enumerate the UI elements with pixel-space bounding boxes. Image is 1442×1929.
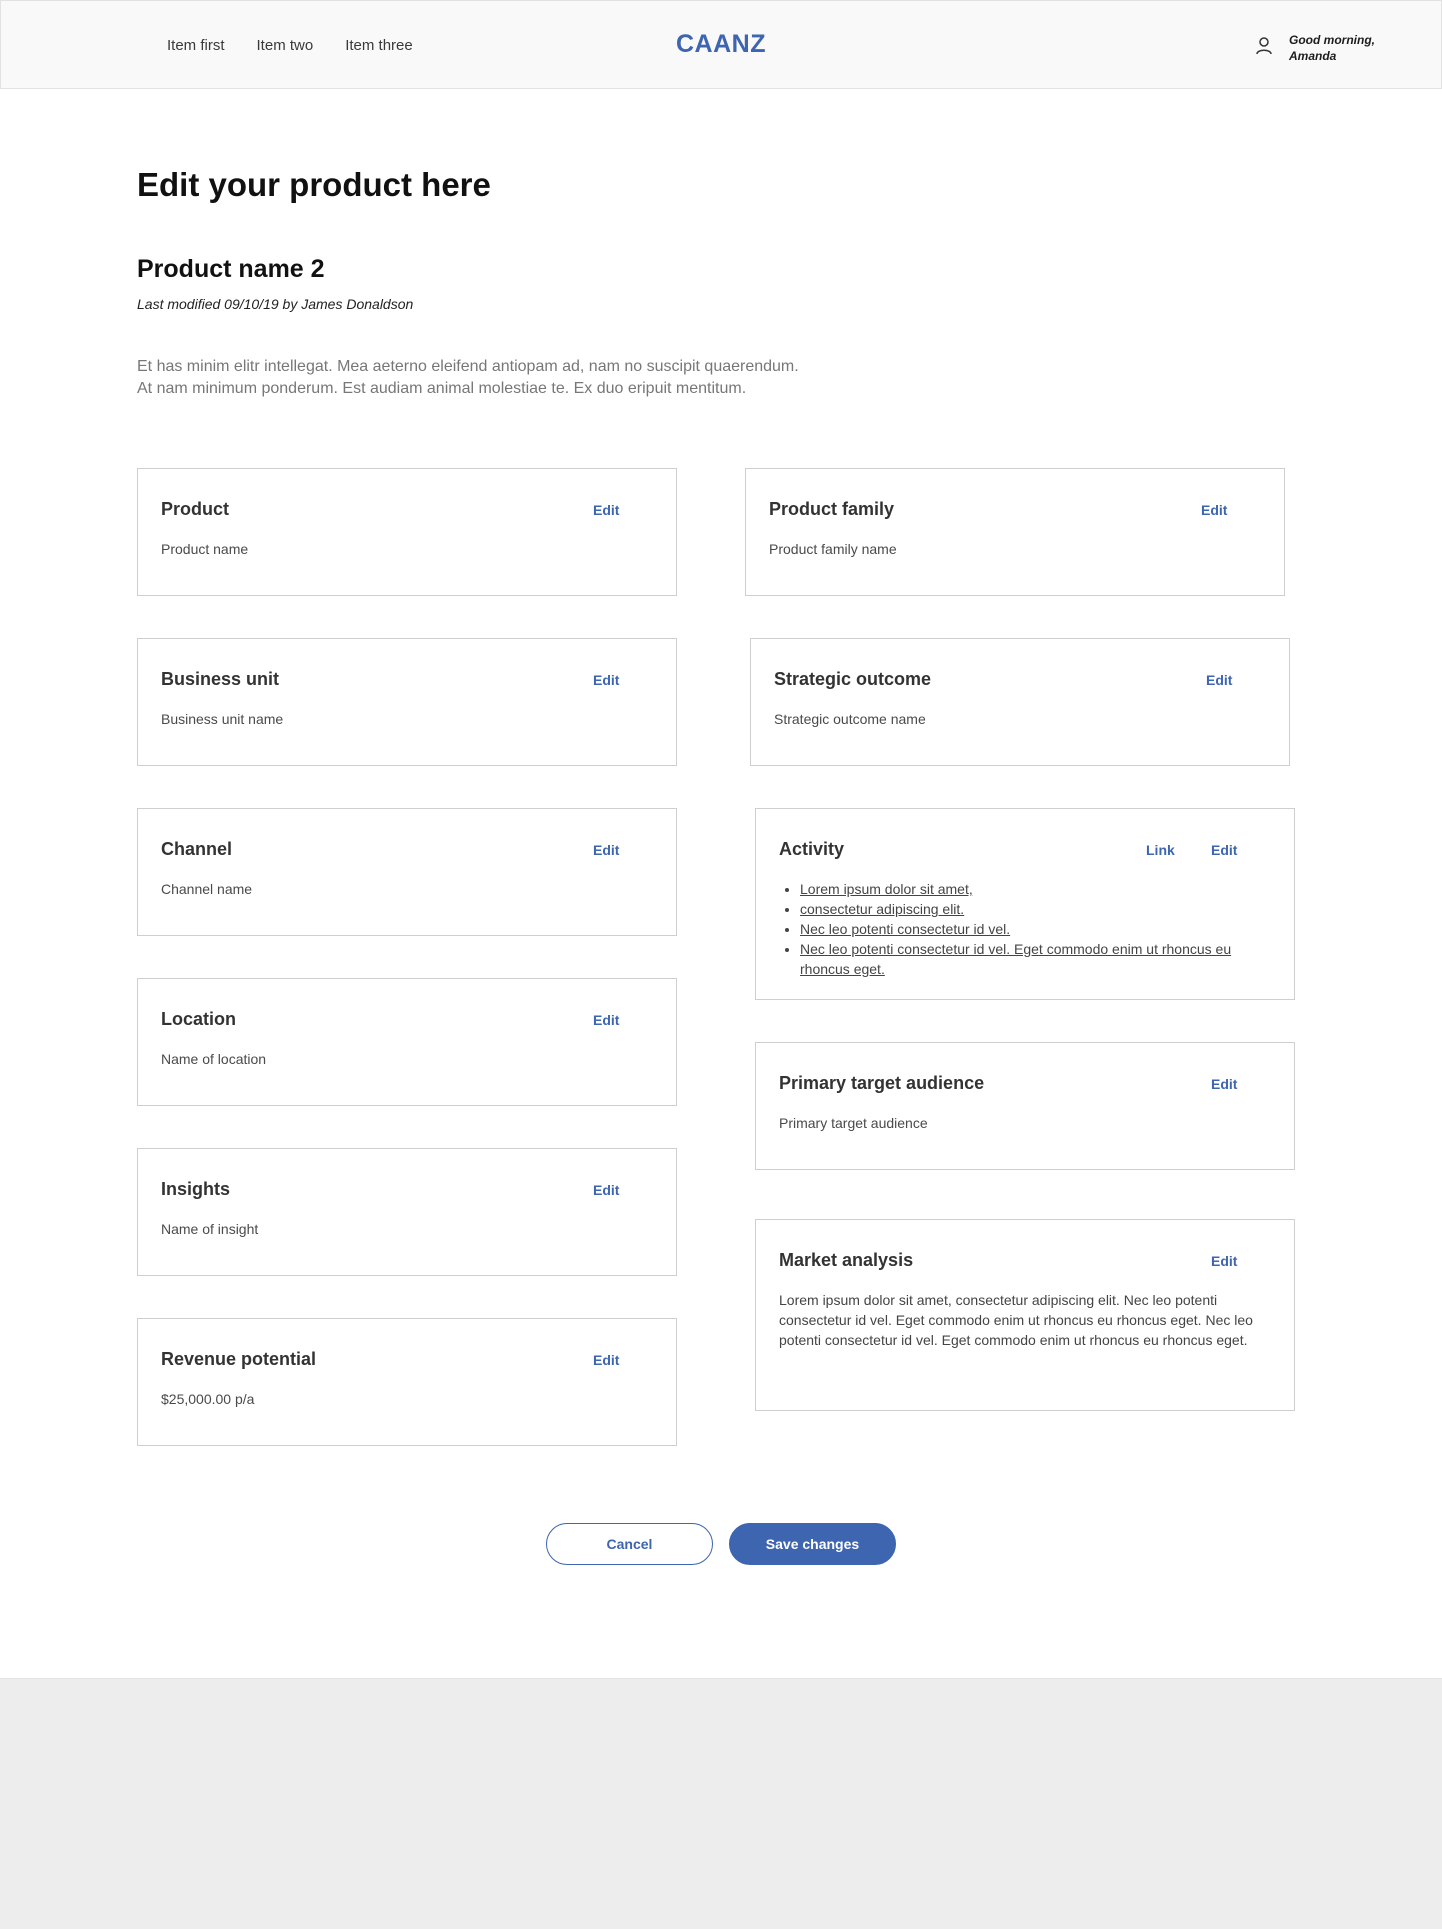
edit-channel-button[interactable]: Edit (593, 842, 620, 858)
card-value: $25,000.00 p/a (161, 1391, 255, 1407)
market-analysis-text: Lorem ipsum dolor sit amet, consectetur adipiscing elit. Nec leo potenti consectetur id vel. Eget commodo enim ut rhoncus eu rhoncus eget. Nec leo potenti consectetur id vel. Eget commodo enim ut rhoncus eu rhoncus eget. (779, 1292, 1253, 1348)
edit-revenue-button[interactable]: Edit (593, 1352, 620, 1368)
activity-list (800, 879, 1240, 979)
page-title: Edit your product here (137, 166, 491, 203)
card-insights (137, 1148, 677, 1276)
card-value: Primary target audience (779, 1115, 928, 1131)
card-product-family (745, 468, 1285, 596)
activity-item[interactable]: • Nec leo potenti consectetur id vel. (800, 919, 1240, 939)
activity-item[interactable]: • Nec leo potenti consectetur id vel. Eget commodo enim ut rhoncus eu rhoncus eget. (800, 939, 1240, 979)
intro-line-2: At nam minimum ponderum. Est audiam animal molestiae te. Ex duo eripuit mentitum. (137, 380, 747, 397)
nav-item-first[interactable]: Item first (167, 37, 225, 54)
edit-business-unit-button[interactable]: Edit (593, 672, 620, 688)
last-modified-text: Last modified 09/10/19 by James Donaldson (137, 296, 414, 312)
card-value: Channel name (161, 881, 253, 897)
intro-text (137, 356, 897, 400)
product-name-heading: Product name 2 (137, 255, 325, 283)
nav-item-two[interactable]: Item two (256, 37, 314, 54)
card-title: Market analysis (779, 1250, 914, 1270)
page-footer (0, 1678, 1442, 1929)
card-market-analysis (755, 1219, 1295, 1411)
nav-item-three[interactable]: Item three (345, 37, 413, 54)
user-icon[interactable] (1255, 36, 1273, 61)
card-title: Product (161, 499, 230, 519)
edit-product-button[interactable]: Edit (593, 502, 620, 518)
user-menu[interactable] (1255, 32, 1399, 64)
card-strategic-outcome (750, 638, 1290, 766)
card-value: Product family name (769, 541, 897, 557)
edit-insights-button[interactable]: Edit (593, 1182, 620, 1198)
edit-activity-button[interactable]: Edit (1211, 842, 1238, 858)
card-product (137, 468, 677, 596)
edit-location-button[interactable]: Edit (593, 1012, 620, 1028)
card-activity (755, 808, 1295, 1000)
card-value: Name of insight (161, 1221, 259, 1237)
activity-item[interactable]: • consectetur adipiscing elit. (800, 899, 1240, 919)
card-title: Insights (161, 1179, 231, 1199)
card-value: Strategic outcome name (774, 711, 926, 727)
card-value: Business unit name (161, 711, 284, 727)
top-header (0, 0, 1442, 89)
card-title: Activity (779, 839, 845, 859)
card-value: Name of location (161, 1051, 267, 1067)
card-title: Business unit (161, 669, 280, 689)
activity-link-button[interactable]: Link (1146, 842, 1175, 858)
greeting-text: Good morning, Amanda (1289, 33, 1375, 63)
edit-product-family-button[interactable]: Edit (1201, 502, 1228, 518)
card-business-unit (137, 638, 677, 766)
activity-item[interactable]: • Lorem ipsum dolor sit amet, (800, 879, 1240, 899)
card-title: Strategic outcome (774, 669, 932, 689)
caanz-logo[interactable]: CAANZ (676, 30, 766, 58)
card-location (137, 978, 677, 1106)
card-title: Location (161, 1009, 236, 1029)
intro-line-1: Et has minim elitr intellegat. Mea aeterno eleifend antiopam ad, nam no suscipit quaerendum. (137, 358, 799, 375)
card-title: Revenue potential (161, 1349, 317, 1369)
card-channel (137, 808, 677, 936)
edit-market-analysis-button[interactable]: Edit (1211, 1253, 1238, 1269)
card-value: Product name (161, 541, 249, 557)
card-title: Product family (769, 499, 895, 519)
save-changes-button[interactable]: Save changes (729, 1523, 896, 1565)
cancel-button[interactable]: Cancel (546, 1523, 713, 1565)
edit-audience-button[interactable]: Edit (1211, 1076, 1238, 1092)
card-revenue-potential (137, 1318, 677, 1446)
card-title: Channel (161, 839, 233, 859)
card-primary-target-audience (755, 1042, 1295, 1170)
edit-strategic-outcome-button[interactable]: Edit (1206, 672, 1233, 688)
card-title: Primary target audience (779, 1073, 985, 1093)
